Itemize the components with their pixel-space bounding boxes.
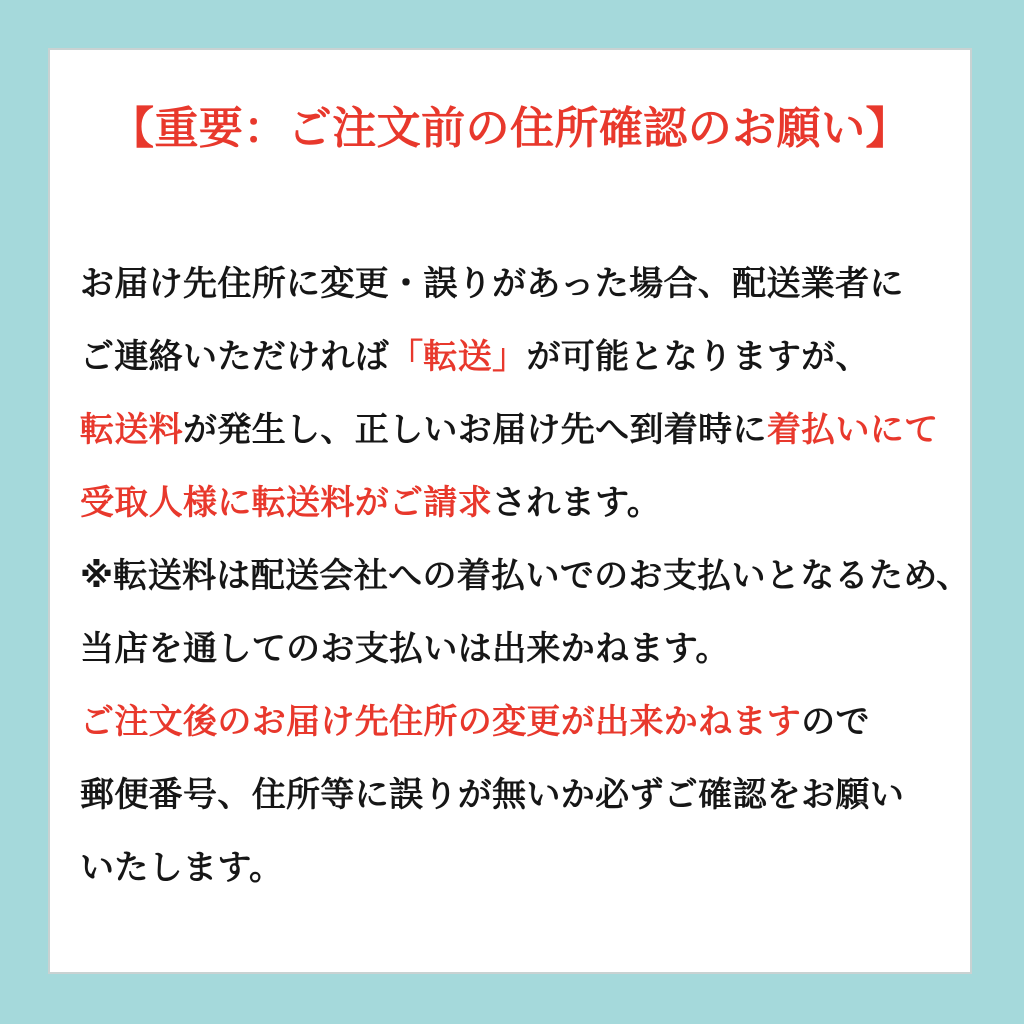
text-segment: ※転送料は配送会社への着払いでのお支払いとなるため、 (80, 556, 971, 595)
text-segment: いたします。 (80, 848, 284, 887)
notice-title: 【重要：ご注文前の住所確認のお願い】 (110, 104, 910, 153)
text-segment: が発生し、正しいお届け先へ到着時に (183, 410, 767, 449)
text-segment: ご注文後のお届け先住所の変更が出来かねます (80, 702, 802, 741)
notice-line (80, 686, 950, 759)
text-segment: 郵便番号、住所等に誤りが無いか必ずご確認をお願い (80, 775, 905, 814)
text-segment: 受取人様に転送料がご請求 (80, 483, 493, 522)
notice-line (80, 248, 950, 321)
notice-line (80, 832, 950, 905)
notice-card (48, 48, 972, 974)
text-segment: 当店を通してのお支払いは出来かねます。 (80, 629, 730, 668)
notice-line (80, 759, 950, 832)
notice-line (80, 394, 950, 467)
text-segment: が可能となりますが、 (526, 337, 870, 376)
text-segment: ご連絡いただければ (80, 337, 390, 376)
notice-line (80, 467, 950, 540)
notice-line (80, 540, 971, 613)
text-segment: ので (801, 702, 870, 741)
notice-line (80, 321, 950, 394)
text-segment: お届け先住所に変更・誤りがあった場合、配送業者に (80, 264, 904, 303)
text-segment: 「転送」 (389, 337, 527, 376)
text-segment: 着払いにて (766, 410, 939, 449)
notice-body (50, 248, 970, 905)
notice-line (80, 613, 950, 686)
text-segment: されます。 (492, 483, 662, 522)
text-segment: 転送料 (80, 410, 184, 449)
